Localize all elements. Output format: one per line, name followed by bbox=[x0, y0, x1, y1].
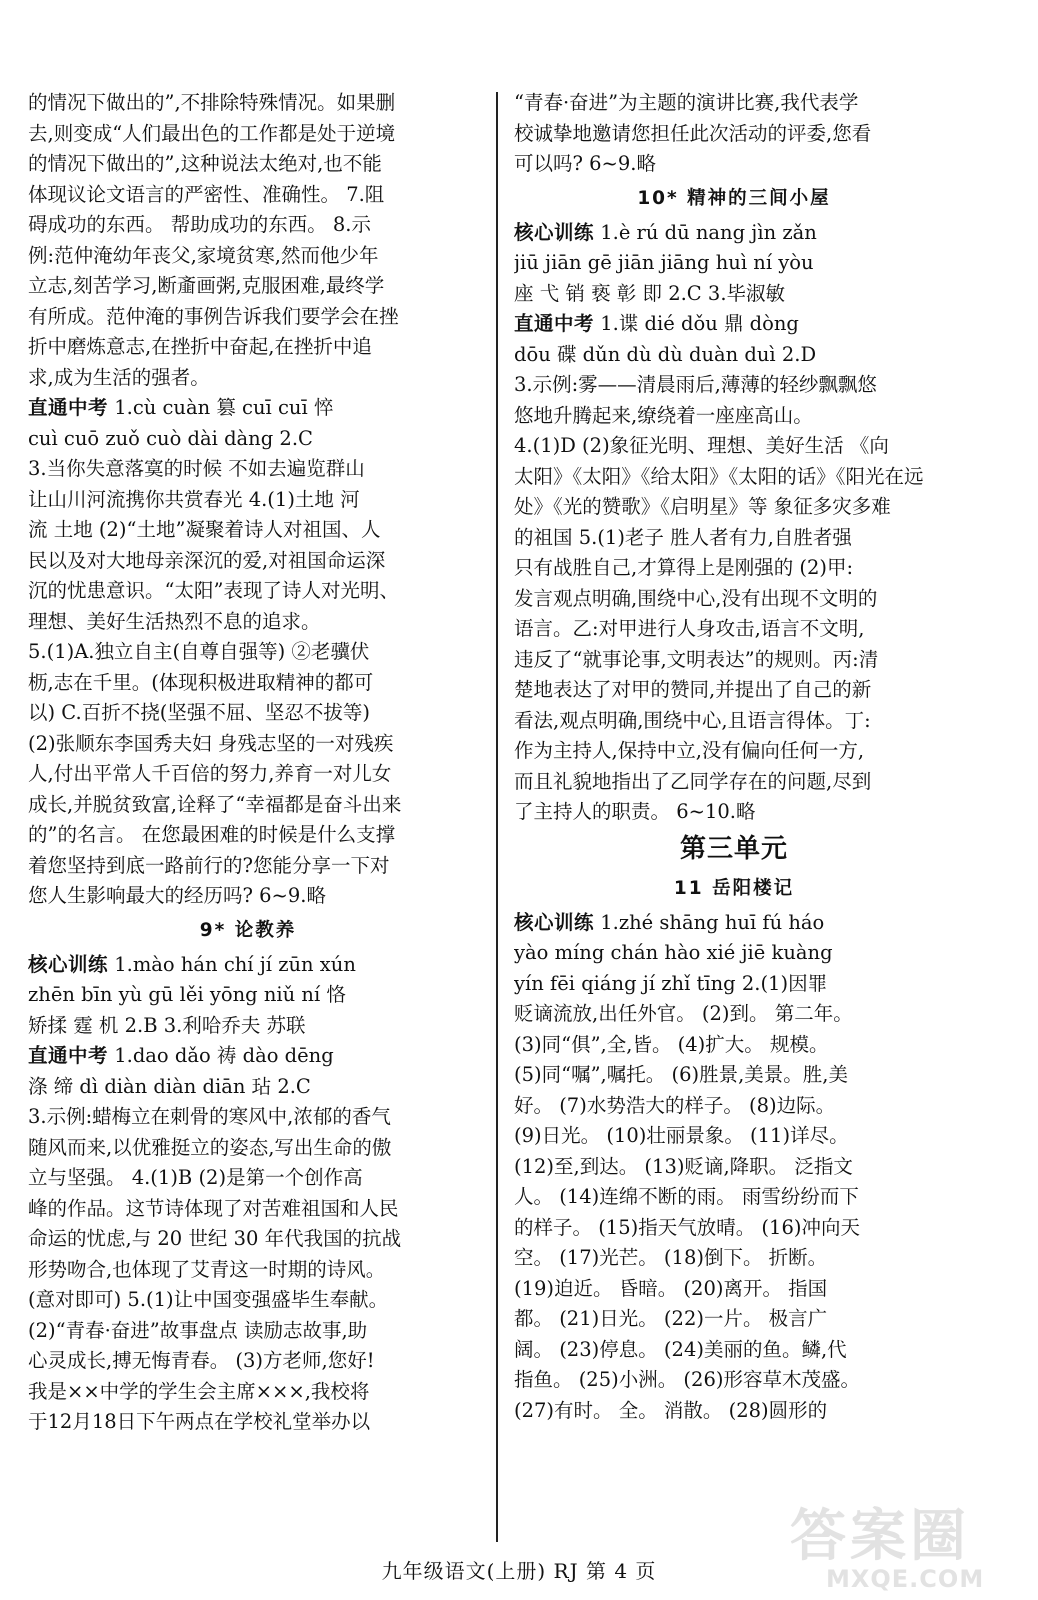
answer-line: jiū jiān gē jiān jiāng huì ní yòu bbox=[514, 251, 814, 274]
answer-line: 处》《光的赞歌》《启明星》等 象征多灾多难 bbox=[514, 495, 891, 518]
answer-line: dōu 碟 dǔn dù dù duàn duì 2.D bbox=[514, 342, 817, 366]
answer-line: cuì cuō zuǒ cuò dài dàng 2.C bbox=[28, 426, 313, 450]
answer-line: yào míng chán hào xié jiē kuàng bbox=[514, 941, 833, 964]
answer-line: (27)有时。 全。 消散。 (28)圆形的 bbox=[514, 1398, 828, 1422]
answer-line: 楚地表达了对甲的赞同,并提出了自己的新 bbox=[514, 678, 872, 701]
section-label: 直通中考 bbox=[28, 396, 109, 419]
answer-line: (2)张顺东李国秀夫妇 身残志坚的一对残疾 bbox=[28, 731, 394, 755]
answer-line: 4.(1)D (2)象征光明、理想、美好生活 《向 bbox=[514, 434, 889, 457]
lesson-title: 10* 精神的三间小屋 bbox=[637, 187, 831, 209]
answer-line bbox=[28, 1041, 468, 1072]
answer-text: 1.è rú dū nang jìn zǎn bbox=[594, 220, 817, 244]
answer-line: 可以吗? 6~9.略 bbox=[514, 152, 657, 175]
answer-line: 着您坚持到底一路前行的?您能分享一下对 bbox=[28, 853, 390, 877]
answer-line: 例:范仲淹幼年丧父,家境贫寒,然而他少年 bbox=[28, 243, 379, 267]
answer-line: 成长,并脱贫致富,诠释了“幸福都是奋斗出来 bbox=[28, 792, 402, 816]
answer-line bbox=[28, 393, 468, 424]
answer-line: 的祖国 5.(1)老子 胜人者有力,自胜者强 bbox=[514, 525, 852, 549]
answer-line: 3.当你失意落寞的时候 不如去遍览群山 bbox=[28, 457, 365, 480]
answer-line: 发言观点明确,围绕中心,没有出现不文明的 bbox=[514, 586, 878, 610]
answer-line: (12)至,到达。 (13)贬谪,降职。 泛指文 bbox=[514, 1154, 853, 1178]
answer-line: 枥,志在千里。(体现积极进取精神的都可 bbox=[28, 670, 374, 694]
answer-line: 于12月18日下午两点在学校礼堂举办以 bbox=[28, 1410, 371, 1433]
answer-text: 1.zhé shāng huī fú háo bbox=[594, 910, 825, 934]
answer-line: 5.(1)A.独立自主(自尊自强等) ②老骥伏 bbox=[28, 640, 370, 663]
left-column bbox=[28, 88, 468, 1438]
answer-line bbox=[514, 309, 954, 340]
answer-line: 了主持人的职责。 6~10.略 bbox=[514, 800, 756, 823]
answer-line: 语言。乙:对甲进行人身攻击,语言不文明, bbox=[514, 617, 865, 640]
answer-text: 1.mào hán chí jí zūn xún bbox=[108, 952, 356, 976]
unit-heading: 第三单元 bbox=[679, 833, 788, 864]
answer-line: 心灵成长,搏无悔青春。 (3)方老师,您好! bbox=[28, 1349, 375, 1372]
watermark-url: MXQE.COM bbox=[826, 1565, 985, 1593]
answer-line: (19)迫近。 昏暗。 (20)离开。 指国 bbox=[514, 1276, 828, 1300]
answer-line: 峰的作品。这节诗体现了对苦难祖国和人民 bbox=[28, 1196, 399, 1220]
answer-line: 您人生影响最大的经历吗? 6~9.略 bbox=[28, 884, 327, 907]
right-column bbox=[514, 88, 954, 1426]
answer-line: 人。 (14)连绵不断的雨。 雨雪纷纷而下 bbox=[514, 1185, 859, 1208]
answer-line: 有所成。范仲淹的事例告诉我们要学会在挫 bbox=[28, 304, 399, 328]
answer-line: 3.示例:雾——清晨雨后,薄薄的轻纱飘飘悠 bbox=[514, 373, 877, 396]
answer-line: 阔。 (23)停息。 (24)美丽的鱼。鳞,代 bbox=[514, 1337, 847, 1361]
watermark-text: 答案圈 bbox=[790, 1504, 970, 1569]
answer-line: 我是××中学的学生会主席×××,我校将 bbox=[28, 1379, 370, 1403]
lesson-title: 9* 论教养 bbox=[199, 919, 297, 941]
answer-line: zhēn bīn yù gū lěi yōng niǔ ní 恪 bbox=[28, 983, 346, 1006]
answer-line: 违反了“就事论事,文明表达”的规则。丙:清 bbox=[514, 647, 879, 671]
answer-line: 求,成为生活的强者。 bbox=[28, 365, 210, 389]
answer-line: 折中磨炼意志,在挫折中奋起,在挫折中追 bbox=[28, 335, 372, 358]
answer-line: (2)“青春·奋进”故事盘点 读励志故事,助 bbox=[28, 1318, 368, 1342]
answer-line: (3)同“俱”,全,皆。 (4)扩大。 规模。 bbox=[514, 1032, 829, 1056]
answer-line: 空。 (17)光芒。 (18)倒下。 折断。 bbox=[514, 1246, 828, 1269]
answer-line: (意对即可) 5.(1)让中国变强盛毕生奉献。 bbox=[28, 1288, 389, 1311]
answer-line: 而且礼貌地指出了乙同学存在的问题,尽到 bbox=[514, 769, 872, 793]
answer-line: 只有战胜自己,才算得上是刚强的 (2)甲: bbox=[514, 556, 854, 579]
answer-line: 矫揉 霆 机 2.B 3.利哈乔夫 苏联 bbox=[28, 1013, 306, 1037]
answer-line: 体现议论文语言的严密性、准确性。 7.阻 bbox=[28, 182, 385, 206]
answer-line: 都。 (21)日光。 (22)一片。 极言广 bbox=[514, 1307, 828, 1330]
answer-line: 形势吻合,也体现了艾青这一时期的诗风。 bbox=[28, 1257, 386, 1281]
answer-line: 作为主持人,保持中立,没有偏向任何一方, bbox=[514, 739, 865, 762]
answer-line: 的情况下做出的”,这种说法太绝对,也不能 bbox=[28, 152, 382, 175]
answer-line: 的样子。 (15)指天气放晴。 (16)冲向天 bbox=[514, 1215, 860, 1239]
answer-line: 指鱼。 (25)小洲。 (26)形容草木茂盛。 bbox=[514, 1368, 860, 1391]
answer-line: 看法,观点明确,围绕中心,且语言得体。丁: bbox=[514, 708, 871, 732]
answer-line: 3.示例:蜡梅立在刺骨的寒风中,浓郁的香气 bbox=[28, 1105, 391, 1128]
answer-line: 太阳》《太阳》《给太阳》《太阳的话》《阳光在远 bbox=[514, 464, 924, 488]
answer-line: 的情况下做出的”,不排除特殊情况。如果删 bbox=[28, 91, 396, 114]
section-label: 直通中考 bbox=[514, 312, 595, 335]
lesson-title: 11 岳阳楼记 bbox=[673, 877, 795, 899]
answer-line: 民以及对大地母亲深沉的爱,对祖国命运深 bbox=[28, 548, 386, 572]
answer-line: 好。 (7)水势浩大的样子。 (8)边际。 bbox=[514, 1093, 836, 1117]
answer-line: 去,则变成“人们最出色的工作都是处于逆境 bbox=[28, 121, 396, 145]
column-divider bbox=[496, 92, 498, 1542]
answer-line: 立与坚强。 4.(1)B (2)是第一个创作高 bbox=[28, 1166, 363, 1189]
answer-line: 人,付出平常人千百倍的努力,养育一对儿女 bbox=[28, 762, 392, 785]
answer-text: 1.dao dǎo 祷 dào dēng bbox=[108, 1044, 334, 1067]
answer-text: 1.cù cuàn 篡 cuī cuī 悴 bbox=[108, 396, 334, 419]
answer-line bbox=[514, 908, 954, 939]
answer-line: 悠地升腾起来,缭绕着一座座高山。 bbox=[514, 403, 813, 427]
answer-line: 座 弋 销 亵 彰 即 2.C 3.毕淑敏 bbox=[514, 281, 786, 305]
answer-line: 涤 缔 dì diàn diàn diān 玷 2.C bbox=[28, 1074, 311, 1098]
answer-line: 沉的忧患意识。“太阳”表现了诗人对光明、 bbox=[28, 579, 399, 602]
answer-line: 随风而来,以优雅挺立的姿态,写出生命的傲 bbox=[28, 1135, 392, 1159]
answer-line: 校诚挚地邀请您担任此次活动的评委,您看 bbox=[514, 121, 872, 145]
answer-line: 理想、美好生活热烈不息的追求。 bbox=[28, 609, 321, 633]
answer-line bbox=[514, 218, 954, 249]
answer-line: 流 土地 (2)“土地”凝聚着诗人对祖国、人 bbox=[28, 518, 381, 541]
watermark-logo bbox=[790, 1504, 1030, 1596]
answer-line: 的”的名言。 在您最困难的时候是什么支撑 bbox=[28, 823, 396, 846]
answer-line: 以) C.百折不挠(坚强不屈、坚忍不拔等) bbox=[28, 701, 370, 724]
answer-line: 让山川河流携你共赏春光 4.(1)土地 河 bbox=[28, 487, 360, 511]
section-label: 核心训练 bbox=[514, 910, 595, 934]
answer-line: 命运的忧虑,与 20 世纪 30 年代我国的抗战 bbox=[28, 1227, 402, 1250]
answer-line: (5)同“嘱”,嘱托。 (6)胜景,美景。胜,美 bbox=[514, 1063, 848, 1086]
answer-text: 1.谍 dié dǒu 鼎 dòng bbox=[594, 312, 799, 335]
section-label: 直通中考 bbox=[28, 1044, 109, 1067]
section-label: 核心训练 bbox=[28, 952, 109, 976]
page-footer: 九年级语文(上册) RJ 第 4 页 bbox=[381, 1559, 657, 1583]
section-label: 核心训练 bbox=[514, 220, 595, 244]
answer-line: yín fēi qiáng jí zhǐ tīng 2.(1)因罪 bbox=[514, 971, 828, 995]
answer-line bbox=[28, 950, 468, 981]
answer-line: “青春·奋进”为主题的演讲比赛,我代表学 bbox=[514, 91, 859, 114]
answer-line: 碍成功的东西。 帮助成功的东西。 8.示 bbox=[28, 213, 372, 236]
answer-line: 立志,刻苦学习,断齑画粥,克服困难,最终学 bbox=[28, 274, 385, 297]
answer-line: (9)日光。 (10)壮丽景象。 (11)详尽。 bbox=[514, 1124, 849, 1147]
answer-line: 贬谪流放,出任外官。 (2)到。 第二年。 bbox=[514, 1002, 853, 1025]
